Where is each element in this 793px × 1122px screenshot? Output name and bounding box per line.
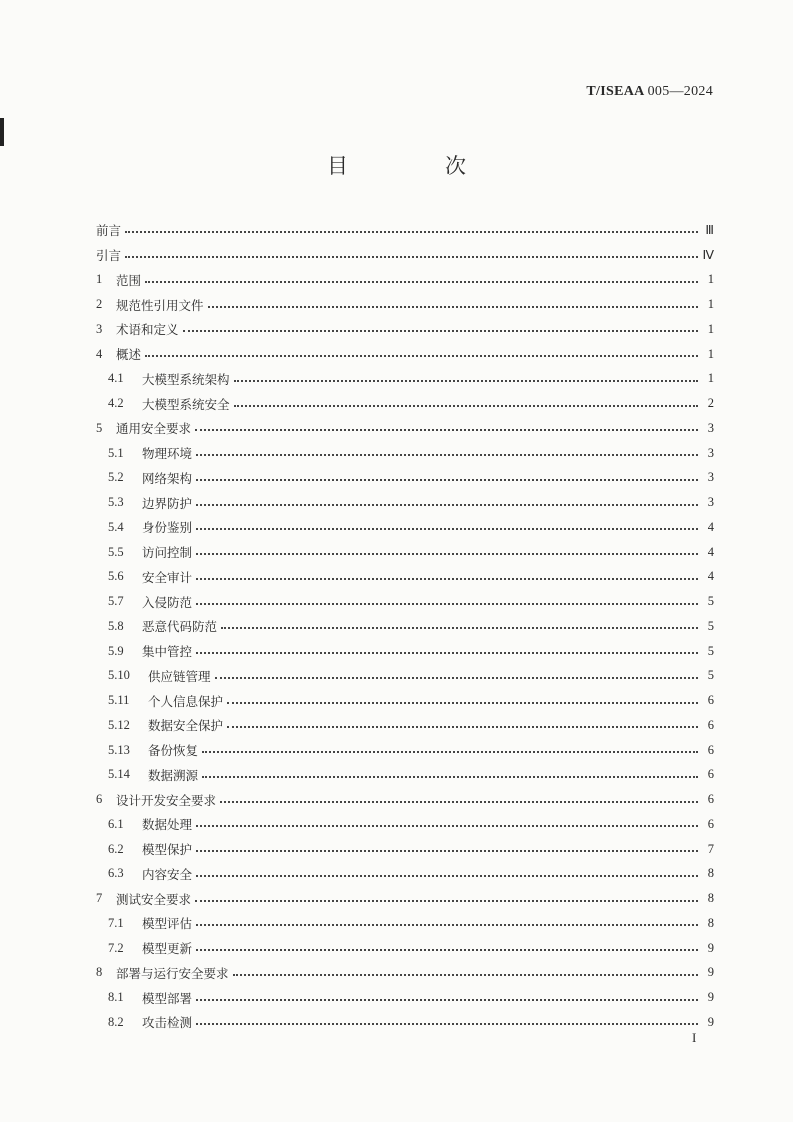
toc-entry-label: 术语和定义 xyxy=(116,322,179,338)
toc-entry-label: 通用安全要求 xyxy=(116,421,192,437)
toc-leader-dots xyxy=(227,726,698,728)
toc-entry-number: 1 xyxy=(96,272,103,287)
toc-entry[interactable] xyxy=(96,911,714,936)
toc-entry-label: 个人信息保护 xyxy=(148,693,224,709)
toc-entry-label: 备份恢复 xyxy=(148,743,199,759)
toc-entry-number: 6.3 xyxy=(108,866,124,881)
toc-entry-number: 5.5 xyxy=(108,544,124,559)
toc-leader-dots xyxy=(196,850,698,852)
toc-leader-dots xyxy=(196,454,698,456)
toc-entry[interactable] xyxy=(96,565,714,590)
scan-edge-mark xyxy=(0,118,4,146)
toc-entry[interactable] xyxy=(96,886,714,911)
toc-entry[interactable] xyxy=(96,268,714,293)
toc-entry[interactable] xyxy=(96,664,714,689)
toc-entry-label: 模型评估 xyxy=(142,916,193,932)
toc-entry-page: 9 xyxy=(707,1014,714,1029)
toc-leader-dots xyxy=(195,429,698,431)
toc-entry[interactable] xyxy=(96,862,714,887)
toc-leader-dots xyxy=(196,479,698,481)
toc-entry-label: 设计开发安全要求 xyxy=(116,792,217,808)
toc-entry-page: 9 xyxy=(707,940,714,955)
toc-leader-dots xyxy=(196,825,698,827)
toc-entry-label: 边界防护 xyxy=(142,495,193,511)
toc-entry[interactable] xyxy=(96,441,714,466)
toc-entry-number: 5.7 xyxy=(108,594,124,609)
toc-entry-page: 3 xyxy=(707,445,714,460)
toc-entry-label: 内容安全 xyxy=(142,866,193,882)
toc-leader-dots xyxy=(125,256,698,258)
toc-leader-dots xyxy=(196,603,698,605)
toc-entry-page: 6 xyxy=(707,792,714,807)
toc-entry-label: 模型部署 xyxy=(142,990,193,1006)
toc-leader-dots xyxy=(196,553,698,555)
toc-leader-dots xyxy=(227,702,698,704)
toc-entry[interactable] xyxy=(96,787,714,812)
toc-entry[interactable] xyxy=(96,367,714,392)
toc-leader-dots xyxy=(196,504,698,506)
toc-leader-dots xyxy=(234,405,698,407)
toc-entry-page: 4 xyxy=(707,519,714,534)
toc-entry-page: 5 xyxy=(707,594,714,609)
toc-entry-label: 测试安全要求 xyxy=(116,891,192,907)
toc-leader-dots xyxy=(196,578,698,580)
toc-leader-dots xyxy=(202,751,698,753)
toc-leader-dots xyxy=(196,1023,698,1025)
toc-entry-number: 8.1 xyxy=(108,990,124,1005)
toc-entry-page: 4 xyxy=(707,569,714,584)
toc-leader-dots xyxy=(145,281,698,283)
toc-entry-page: 9 xyxy=(707,990,714,1005)
toc-entry-page: 1 xyxy=(707,371,714,386)
toc-entry-page: 9 xyxy=(707,965,714,980)
toc-leader-dots xyxy=(196,999,698,1001)
toc-entry-number: 7.1 xyxy=(108,915,124,930)
standard-number: 005—2024 xyxy=(647,84,713,99)
toc-entry-label: 规范性引用文件 xyxy=(116,297,204,313)
toc-entry-page: 1 xyxy=(707,321,714,336)
toc-entry[interactable] xyxy=(96,243,714,268)
toc-entry-label: 集中管控 xyxy=(142,644,193,660)
toc-entry-label: 数据安全保护 xyxy=(148,718,224,734)
toc-entry-number: 6 xyxy=(96,792,103,807)
toc-entry-page: 8 xyxy=(707,915,714,930)
toc-leader-dots xyxy=(202,776,698,778)
toc-entry-label: 前言 xyxy=(96,223,122,239)
toc-entry-page: 5 xyxy=(707,618,714,633)
toc-entry-number: 5.11 xyxy=(108,693,130,708)
toc-entry-page: 6 xyxy=(707,717,714,732)
toc-entry-page: 7 xyxy=(707,841,714,856)
toc-entry[interactable] xyxy=(96,540,714,565)
toc-entry[interactable] xyxy=(96,515,714,540)
toc-entry-label: 恶意代码防范 xyxy=(142,619,218,635)
toc-entry-number: 8.2 xyxy=(108,1014,124,1029)
toc-entry[interactable] xyxy=(96,416,714,441)
toc-entry[interactable] xyxy=(96,639,714,664)
toc-entry-page: 2 xyxy=(707,396,714,411)
toc-entry-label: 供应链管理 xyxy=(148,668,211,684)
toc-leader-dots xyxy=(196,652,698,654)
toc-entry[interactable] xyxy=(96,589,714,614)
toc-entry-label: 大模型系统安全 xyxy=(142,396,230,412)
toc-leader-dots xyxy=(196,528,698,530)
toc-entry-label: 模型更新 xyxy=(142,941,193,957)
toc-entry-number: 8 xyxy=(96,965,103,980)
toc-entry-label: 物理环境 xyxy=(142,446,193,462)
toc-entry-label: 数据处理 xyxy=(142,817,193,833)
toc-entry[interactable] xyxy=(96,1010,714,1035)
toc-leader-dots xyxy=(221,627,698,629)
toc-entry-number: 7 xyxy=(96,891,103,906)
table-of-contents xyxy=(96,218,714,1035)
toc-entry-page: 6 xyxy=(707,816,714,831)
toc-entry[interactable] xyxy=(96,490,714,515)
toc-entry[interactable] xyxy=(96,812,714,837)
toc-entry-number: 5.9 xyxy=(108,643,124,658)
toc-entry-label: 范围 xyxy=(116,272,142,288)
toc-entry-number: 6.1 xyxy=(108,816,124,831)
toc-entry-page: Ⅳ xyxy=(702,248,714,263)
toc-leader-dots xyxy=(196,875,698,877)
toc-leader-dots xyxy=(196,949,698,951)
toc-entry[interactable] xyxy=(96,391,714,416)
toc-entry-number: 7.2 xyxy=(108,940,124,955)
toc-entry-page: 1 xyxy=(707,297,714,312)
toc-entry-label: 部署与运行安全要求 xyxy=(116,965,229,981)
toc-leader-dots xyxy=(208,306,698,308)
standard-prefix: T/ISEAA xyxy=(586,84,644,99)
toc-entry-number: 2 xyxy=(96,297,103,312)
toc-entry[interactable] xyxy=(96,466,714,491)
toc-leader-dots xyxy=(196,924,698,926)
toc-entry-number: 4 xyxy=(96,346,103,361)
toc-entry-page: 3 xyxy=(707,420,714,435)
toc-entry-number: 5.4 xyxy=(108,519,124,534)
toc-entry[interactable] xyxy=(96,713,714,738)
toc-entry-number: 4.1 xyxy=(108,371,124,386)
toc-entry[interactable] xyxy=(96,342,714,367)
toc-entry-page: 8 xyxy=(707,891,714,906)
toc-entry-number: 5.1 xyxy=(108,445,124,460)
toc-entry-label: 数据溯源 xyxy=(148,767,199,783)
toc-entry-label: 网络架构 xyxy=(142,470,193,486)
standard-code xyxy=(586,84,713,100)
toc-entry[interactable] xyxy=(96,985,714,1010)
toc-leader-dots xyxy=(145,355,698,357)
toc-leader-dots xyxy=(220,801,698,803)
toc-entry[interactable] xyxy=(96,292,714,317)
toc-leader-dots xyxy=(195,900,698,902)
toc-entry-page: 3 xyxy=(707,495,714,510)
toc-entry-number: 5.2 xyxy=(108,470,124,485)
toc-entry[interactable] xyxy=(96,688,714,713)
toc-entry[interactable] xyxy=(96,936,714,961)
toc-leader-dots xyxy=(233,974,698,976)
toc-entry[interactable] xyxy=(96,218,714,243)
toc-entry-label: 安全审计 xyxy=(142,569,193,585)
toc-entry-label: 概述 xyxy=(116,347,142,363)
toc-entry-label: 入侵防范 xyxy=(142,594,193,610)
toc-entry-number: 5.10 xyxy=(108,668,130,683)
toc-entry[interactable] xyxy=(96,961,714,986)
toc-entry-page: 4 xyxy=(707,544,714,559)
toc-entry-number: 5.3 xyxy=(108,495,124,510)
toc-entry-page: 8 xyxy=(707,866,714,881)
toc-entry-page: 6 xyxy=(707,742,714,757)
toc-entry-page: 5 xyxy=(707,643,714,658)
toc-leader-dots xyxy=(183,330,698,332)
toc-entry-page: 3 xyxy=(707,470,714,485)
toc-leader-dots xyxy=(125,231,698,233)
toc-leader-dots xyxy=(215,677,698,679)
toc-entry-number: 3 xyxy=(96,321,103,336)
toc-entry-number: 4.2 xyxy=(108,396,124,411)
toc-entry-page: 5 xyxy=(707,668,714,683)
toc-entry[interactable] xyxy=(96,317,714,342)
toc-entry-page: 1 xyxy=(707,272,714,287)
toc-entry-label: 模型保护 xyxy=(142,842,193,858)
toc-entry-page: 6 xyxy=(707,693,714,708)
page-title: 目 次 xyxy=(327,154,504,178)
toc-entry-page: 1 xyxy=(707,346,714,361)
page-number: I xyxy=(692,1030,697,1045)
toc-entry-number: 5 xyxy=(96,420,103,435)
toc-entry[interactable] xyxy=(96,614,714,639)
toc-entry-label: 攻击检测 xyxy=(142,1015,193,1031)
toc-entry-number: 6.2 xyxy=(108,841,124,856)
toc-entry-number: 5.14 xyxy=(108,767,130,782)
toc-entry[interactable] xyxy=(96,738,714,763)
toc-entry[interactable] xyxy=(96,837,714,862)
toc-entry[interactable] xyxy=(96,763,714,788)
toc-entry-number: 5.13 xyxy=(108,742,130,757)
toc-entry-label: 引言 xyxy=(96,248,122,264)
toc-leader-dots xyxy=(234,380,698,382)
toc-entry-label: 身份鉴别 xyxy=(142,520,193,536)
toc-entry-label: 大模型系统架构 xyxy=(142,371,230,387)
toc-entry-label: 访问控制 xyxy=(142,545,193,561)
toc-entry-number: 5.12 xyxy=(108,717,130,732)
toc-entry-number: 5.8 xyxy=(108,618,124,633)
toc-entry-page: 6 xyxy=(707,767,714,782)
toc-entry-number: 5.6 xyxy=(108,569,124,584)
toc-entry-page: Ⅲ xyxy=(705,223,714,238)
